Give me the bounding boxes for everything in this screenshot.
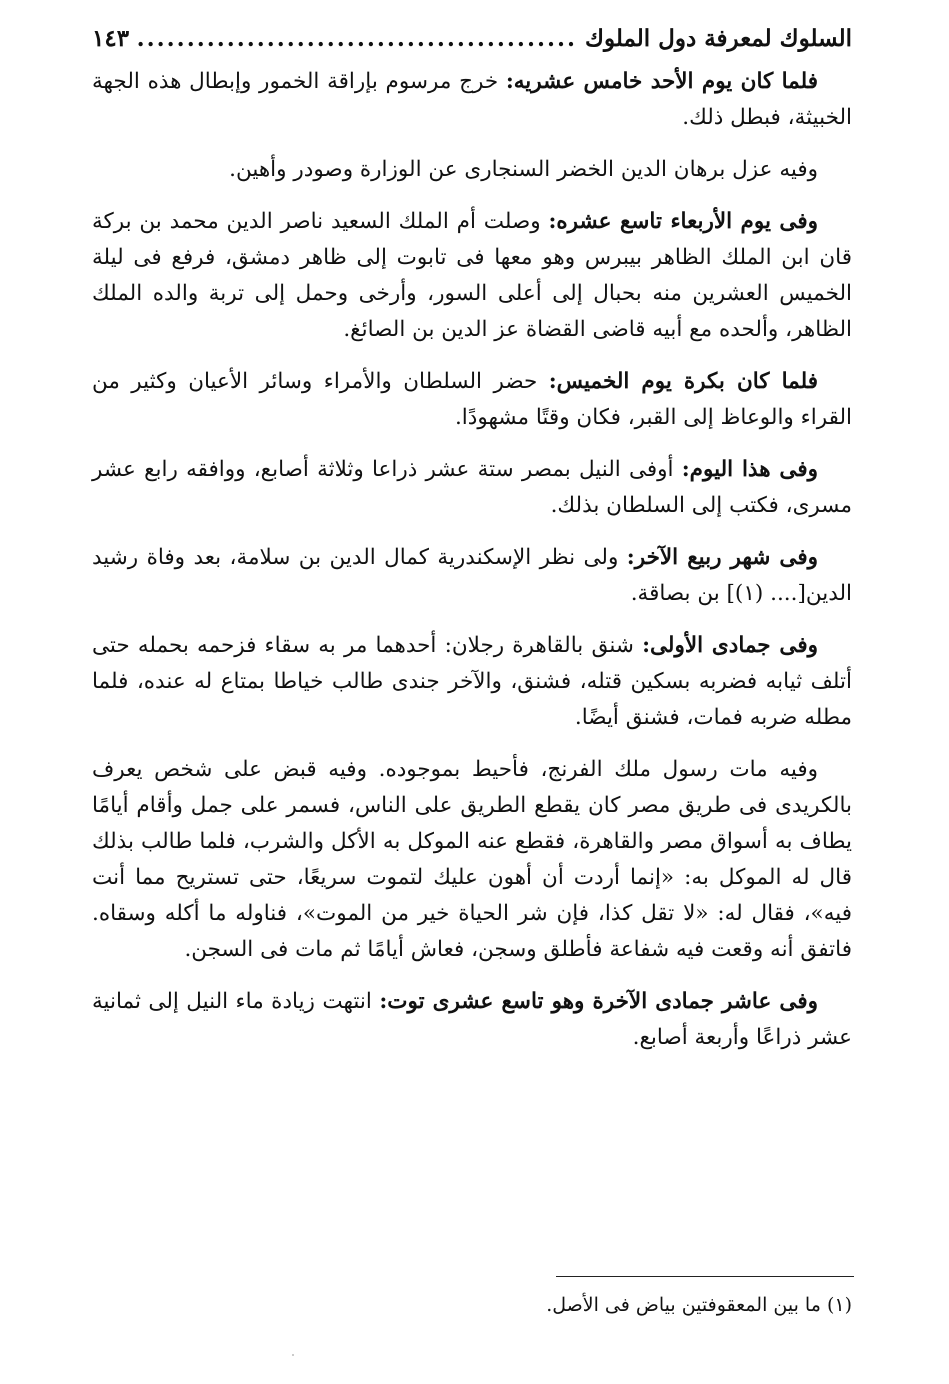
dot-leader (137, 22, 577, 56)
scan-speck (292, 1354, 294, 1356)
paragraph-lead: وفى عاشر جمادى الآخرة وهو تاسع عشرى توت: (379, 989, 818, 1014)
paragraph-text: حضر السلطان والأمراء وسائر الأعيان وكثير من القراء والوعاظ إلى القبر، فكان وقتًا مشهودًا. (92, 369, 852, 430)
paragraph (92, 628, 852, 736)
paragraph-text: وفيه عزل برهان الدين الخضر السنجارى عن الوزارة وصودر وأهين. (229, 157, 818, 182)
running-header (92, 22, 852, 58)
paragraph-text: ولى نظر الإسكندرية كمال الدين بن سلامة، بعد وفاة رشيد الدين[.... (١)] بن بصاقة. (92, 545, 852, 606)
book-page (92, 22, 852, 1072)
paragraph-text: شنق بالقاهرة رجلان: أحدهما مر به سقاء فزحمه بحمله حتى أتلف ثيابه فضربه بسكين قتله، فشنق، والآخر جندى طالب خياطا بمتاع له عنده، فلما مطله ضربه فمات، فشنق أيضًا. (92, 633, 852, 730)
paragraph-lead: وفى شهر ربيع الآخر: (626, 545, 818, 570)
paragraph-lead: وفى جمادى الأولى: (642, 633, 818, 658)
header-title: السلوك لمعرفة دول الملوك (584, 25, 852, 52)
paragraph-text: انتهت زيادة ماء النيل إلى ثمانية عشر ذراعًا وأربعة أصابع. (92, 989, 852, 1050)
paragraph (92, 152, 852, 188)
paragraph-text: خرج مرسوم بإراقة الخمور وإبطال هذه الجهة الخبيثة، فبطل ذلك. (92, 69, 852, 130)
paragraph-lead: فلما كان يوم الأحد خامس عشريه: (505, 69, 818, 94)
footnote-divider (556, 1276, 854, 1277)
paragraph (92, 752, 852, 968)
page-number: ١٤٣ (92, 25, 130, 52)
paragraph (92, 364, 852, 436)
paragraph (92, 204, 852, 348)
paragraph (92, 452, 852, 524)
paragraph-text: أوفى النيل بمصر ستة عشر ذراعا وثلاثة أصابع، ووافقه رابع عشر مسرى، فكتب إلى السلطان بذلك. (92, 457, 852, 518)
paragraph (92, 64, 852, 136)
footnote: (١) ما بين المعقوفتين بياض فى الأصل. (546, 1294, 852, 1316)
paragraph (92, 540, 852, 612)
paragraph-lead: وفى يوم الأربعاء تاسع عشره: (548, 209, 818, 234)
paragraph-text: وصلت أم الملك السعيد ناصر الدين محمد بن بركة قان ابن الملك الظاهر بيبرس وهو معها فى تابوت إلى ظاهر دمشق، فرفع فى ليلة الخميس العشرين منه بحبال إلى أعلى السور، وأرخى وحمل إلى تربة والده الملك الظاهر، وألحده مع أبيه قاضى القضاة عز الدين بن الصائغ. (92, 209, 852, 342)
paragraph-lead: وفى هذا اليوم: (681, 457, 819, 482)
body-text (92, 64, 852, 1056)
paragraph (92, 984, 852, 1056)
paragraph-lead: فلما كان بكرة يوم الخميس: (548, 369, 818, 394)
paragraph-text: وفيه مات رسول ملك الفرنج، فأحيط بموجوده. وفيه قبض على شخص يعرف بالكريدى فى طريق مصر كان يقطع الطريق على الناس، فسمر على جمل وأقام أيامًا يطاف به أسواق مصر والقاهرة، فقطع عنه الموكل به الأكل والشرب، فلما طالب بذلك قال له الموكل به: «إنما أردت أن أهون عليك لتموت سريعًا، حتى تستريح مما أنت فيه»، فقال له: «لا تقل كذا، فإن شر الحياة خير من الموت»، فناوله ما أكله وسقاه. فاتفق أنه وقعت فيه شفاعة فأطلق وسجن، فعاش أيامًا ثم مات فى السجن. (92, 757, 852, 962)
